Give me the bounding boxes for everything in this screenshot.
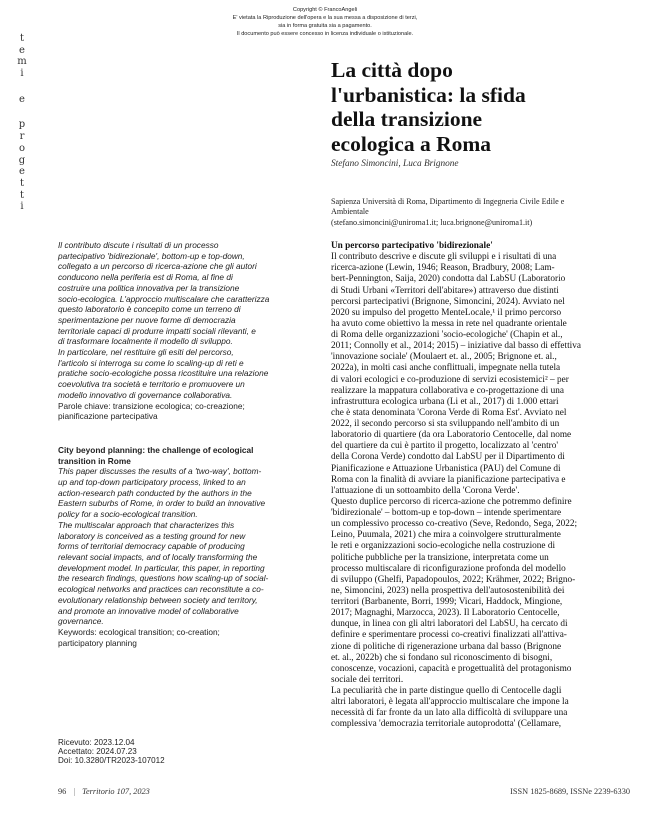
abstracts-column	[58, 240, 308, 648]
body-line: laboratorio di quartiere (da ora Laboratorio Centocelle, dal nome	[331, 430, 572, 441]
body-text-column	[331, 241, 631, 731]
keywords-english	[58, 627, 308, 648]
body-line: dunque, in linea con gli altri laboratori del LabSU, ha cercato di	[331, 619, 568, 630]
abstract-line: development model. In particular, this paper, in reporting	[58, 562, 265, 573]
body-line: 2020 su impulso del progetto MenteLocale,¹ il primo percorso	[331, 307, 562, 318]
abstract-line: policy for a socio-ecological transition.	[58, 509, 198, 520]
section-label-space	[15, 80, 29, 94]
abstract-english-block	[58, 445, 308, 648]
body-line: le reti e organizzazioni socio-ecologiche nella costruzione di	[331, 541, 556, 552]
body-line: di sviluppo (Ghelfi, Papadopoulos, 2022; Krähmer, 2022; Brigno-	[331, 574, 576, 585]
body-line: Roma con la finalità di avviare la pianificazione partecipativa e	[331, 474, 566, 485]
accepted-date: Accettato: 2024.07.23	[58, 747, 137, 757]
section-label-letter: i	[20, 201, 24, 213]
keywords-line: Keywords: ecological transition; co-creation;	[58, 626, 220, 637]
abstract-line: the research findings, questions how scaling-up of social-	[58, 573, 269, 584]
section-label-letter: m	[17, 56, 27, 68]
abstract-english	[58, 466, 308, 627]
body-line: et. al., 2022b) che si fondano sul riconoscimento di bisogni,	[331, 652, 553, 663]
body-line: ha avuto come obiettivo la messa in rete nel quadrante orientale	[331, 318, 567, 329]
abstract-line: modello innovativo di governance collaborativa.	[58, 389, 233, 400]
section-label-letter: e	[19, 44, 25, 56]
section-label-letter: p	[18, 119, 26, 131]
body-line: conoscenze, vocazioni, capacità e progettualità del protagonismo	[331, 663, 572, 674]
article-authors: Stefano Simoncini, Luca Brignone	[331, 159, 459, 169]
abstract-line: partecipativo 'bidirezionale', bottom-up e top-down,	[58, 250, 245, 261]
title-line: l'urbanistica: la sfida	[331, 82, 526, 107]
abstract-line: forms of territorial democracy capable of producing	[58, 541, 245, 552]
body-line: Pianificazione e Attuazione Urbanistica (PAU) del Comune di	[331, 463, 561, 474]
body-line: definire e sperimentare processi co-creativi finalizzati all'attiva-	[331, 630, 567, 641]
title-line: ecologica a Roma	[331, 131, 492, 156]
body-line: Leino, Puumala, 2021) che mira a coinvolgere strutturalmente	[331, 530, 561, 541]
abstract-line: questo laboratorio è concepito come un terreno di	[58, 304, 241, 315]
abstract-line: sperimentazione per nuove forme di democrazia	[58, 314, 236, 325]
section-label-letter: o	[18, 142, 26, 154]
body-line: territori (Barbanente, Borri, 1999; Vicari, Haddock, Mingione,	[331, 597, 563, 607]
abstract-line: pratiche socio-ecologiche possa ricostituire una relazione	[58, 368, 269, 379]
body-line: 2022, il secondo percorso si sta sviluppando nell'ambito di un	[331, 419, 560, 429]
body-line: di valori ecologici e co-produzione di servizi ecosistemici² – per	[331, 374, 569, 385]
body-line: del quartiere da cui è partito il progetto, localizzato al 'centro'	[331, 441, 559, 452]
copyright-line: Il documento può essere concesso in licenza individuale o istituzionale.	[236, 31, 414, 37]
body-line: infrastruttura ecologica urbana (Li et al., 2017) di 1.000 ettari	[331, 396, 559, 407]
copyright-line: Copyright © FrancoAngeli	[292, 7, 358, 13]
keywords-italian	[58, 401, 308, 422]
abstract-line: collegato a un percorso di ricerca-azione che gli autori	[58, 261, 257, 272]
affiliation-line: Sapienza Università di Roma, Dipartimento di Ingegneria Civile Edile e	[331, 197, 565, 206]
title-line: della transizione	[331, 107, 483, 131]
abstract-line: action-research path conducted by the authors in the	[58, 487, 252, 498]
page-footer-left	[58, 787, 150, 796]
abstract-line: evolutionary relationship between society and territory,	[58, 594, 258, 605]
article-title	[331, 58, 631, 156]
body-line: un complessivo processo co-creativo (Seve, Redondo, Sega, 2022;	[331, 519, 578, 530]
body-line: che è stata denominata 'Corona Verde di Roma Est'. Avviato nel	[331, 407, 567, 418]
title-line: La città dopo	[331, 58, 453, 82]
section-label-letter: e	[19, 93, 25, 105]
abstract-line: laboratory is conceived as a testing ground for new	[58, 530, 246, 541]
abstract-line: In particolare, nel restituire gli esiti del percorso,	[58, 347, 234, 358]
body-line: 2011; Connolly et al., 2014; 2015) – iniziative dal basso di effettiva	[331, 341, 581, 352]
body-line: altri laboratori, è legata all'approccio multiscalare che impone la	[331, 697, 569, 708]
abstract-line: costruire una politica innovativa per la transizione	[58, 282, 240, 293]
affiliation-line: (stefano.simoncini@uniroma1.it; luca.brignone@uniroma1.it)	[331, 217, 533, 227]
body-line: Questo duplice percorso di ricerca-azione che potremmo definire	[331, 496, 572, 507]
abstract-line: Il contributo discute i risultati di un processo	[58, 240, 219, 250]
journal-reference: Territorio 107, 2023	[82, 787, 150, 796]
body-line: sociale dei territori.	[331, 674, 404, 685]
body-line: complessiva 'democrazia territoriale autoprodotta' (Cellamare,	[331, 719, 562, 730]
section-label-letter: r	[19, 131, 25, 143]
abstract-line: di trasformare localmente il modello di sviluppo.	[58, 336, 233, 347]
body-line: 'innovazione sociale' (Moulaert et. al., 2005; Brignone et. al.,	[331, 352, 557, 363]
section-label-vertical	[15, 33, 29, 213]
body-line: zione di politiche di rigenerazione urbana dal basso (Brignone	[331, 641, 562, 652]
heading-line: City beyond planning: the challenge of ecological	[58, 444, 254, 455]
abstract-line: coevolutiva tra società e territorio e promuovere un	[58, 379, 245, 390]
section-label-letter: t	[19, 33, 25, 44]
body-line: processo multiscalare di riconfigurazione profonda del modello	[331, 563, 566, 574]
abstract-line: up and top-down participatory process, linked to an	[58, 477, 246, 488]
received-date: Ricevuto: 2023.12.04	[58, 738, 135, 747]
body-line: di Studi Urbani «Territori dell'abitare») attraverso due distinti	[331, 285, 559, 296]
body-line: 2017; Magnaghi, Marzocca, 2023). Il Laboratorio Centocelle,	[331, 608, 560, 619]
abstract-line: socio-ecologica. L'approccio multiscalare che caratterizza	[58, 293, 270, 304]
footer-separator: |	[73, 787, 76, 796]
section-label-letter: e	[19, 166, 25, 178]
body-line: ricerca-azione (Lewin, 1946; Reason, Bradbury, 2008; Lam-	[331, 263, 555, 274]
abstract-line: relevant social impacts, and of locally transforming the	[58, 551, 258, 562]
abstract-english-heading	[58, 445, 308, 466]
body-line: Il contributo descrive e discute gli sviluppi e i risultati di una	[331, 252, 557, 263]
body-line: della Corona Verde) condotto dal LabSU per il Dipartimento di	[331, 452, 565, 463]
body-line: bert-Pennington, Saija, 2020) condotta dal LabSU (Laboratorio	[331, 274, 566, 285]
author-affiliation	[331, 197, 631, 228]
abstract-line: ecological networks and practices can reconstitute a co-	[58, 584, 264, 595]
body-line: l'attuazione di un sottoambito della 'Corona Verde'.	[331, 485, 520, 496]
affiliation-line: Ambientale	[331, 207, 369, 217]
body-line: realizzare la mappatura collaborativa e co-progettazione di una	[331, 385, 564, 396]
issn-footer: ISSN 1825-8689, ISSNe 2239-6330	[510, 787, 630, 796]
heading-line: transition in Rome	[58, 455, 131, 466]
section-heading: Un percorso partecipativo 'bidirezionale'	[331, 241, 493, 251]
section-label-letter: g	[18, 154, 26, 166]
body-line: di Roma delle organizzazioni 'socio-ecologiche' (Chapin et al.,	[331, 330, 563, 340]
copyright-line: sia in forma gratuita sia a pagamento.	[278, 23, 372, 29]
section-label-letter: t	[19, 189, 25, 201]
body-line: politiche pubbliche per la transizione, interpretata come un	[331, 552, 549, 563]
abstract-line: territoriale capaci di produrre impatti sociali rilevanti, e	[58, 325, 256, 336]
abstract-line: conducono nella periferia est di Roma, al fine di	[58, 272, 233, 283]
body-line: 'bidirezionale' – bottom-up e top-down – intende sperimentare	[331, 508, 562, 518]
body-line: ne, Simoncini, 2023) nella prospettiva dell'autosostenibilità dei	[331, 585, 565, 596]
abstract-line: The multiscalar approach that characterizes this	[58, 519, 235, 530]
body-line: percorsi partecipativi (Brignone, Simoncini, 2024). Avviato nel	[331, 296, 565, 307]
abstract-line: l'articolo si interroga su come lo scaling-up di reti e	[58, 357, 244, 368]
abstract-line: governance.	[58, 616, 104, 627]
abstract-line: This paper discusses the results of a 'two-way', bottom-	[58, 466, 262, 477]
abstract-line: Eastern suburbs of Rome, in order to build an innovative	[58, 498, 266, 509]
section-label-space	[15, 105, 29, 119]
body-line: 2022a), in molti casi anche conflittuali, impegnate nella tutela	[331, 363, 561, 374]
section-label-letter: i	[20, 68, 24, 80]
body-line: necessità di far fronte da un lato alla difficoltà di sviluppare una	[331, 708, 568, 719]
section-label-letter: t	[19, 177, 25, 189]
submission-dates	[58, 738, 165, 766]
keywords-line: Parole chiave: transizione ecologica; co-creazione;	[58, 400, 245, 411]
copyright-line: E' vietata la Riproduzione dell'opera e la sua messa a disposizione di terzi,	[232, 15, 418, 21]
abstract-line: and promote an innovative model of collaborative	[58, 605, 239, 616]
copyright-notice	[185, 6, 465, 38]
abstract-italian	[58, 240, 308, 401]
page-number: 96	[58, 787, 67, 796]
body-line: La peculiarità che in parte distingue quello di Centocelle dagli	[331, 686, 562, 696]
keywords-line: participatory planning	[58, 637, 137, 648]
keywords-line: pianificazione partecipativa	[58, 411, 158, 422]
doi: Doi: 10.3280/TR2023-107012	[58, 756, 165, 766]
